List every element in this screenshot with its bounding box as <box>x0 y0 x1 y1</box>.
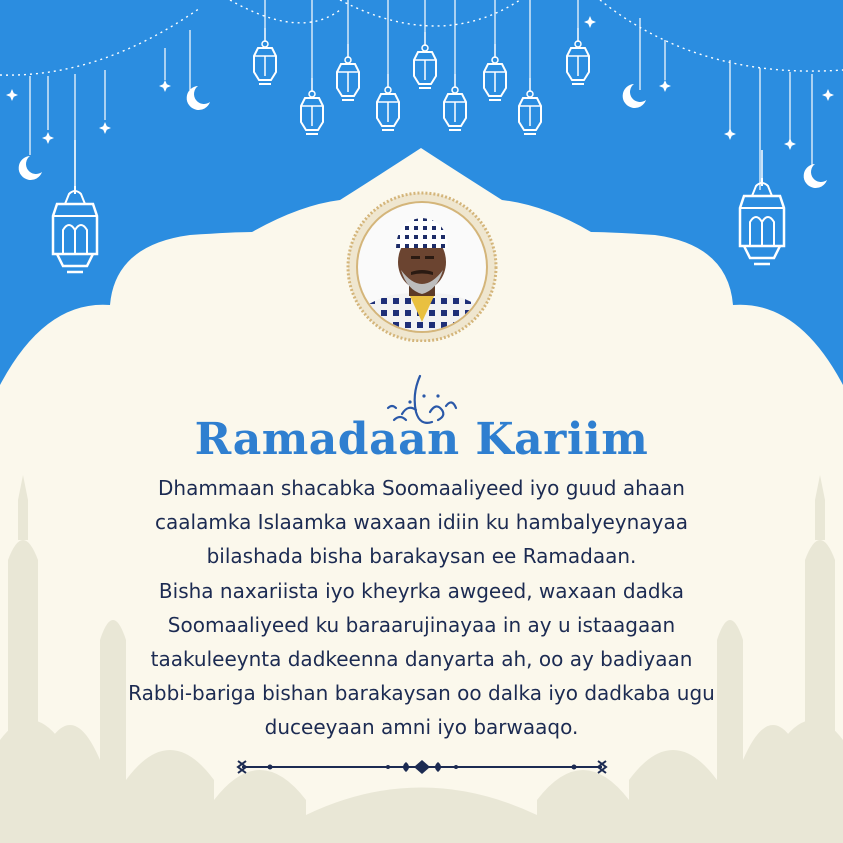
lantern-right <box>740 150 784 264</box>
lantern-left <box>53 140 97 272</box>
lanterns-top <box>254 0 589 134</box>
portrait-avatar <box>333 190 511 342</box>
message-line: duceeyaan amni iyo barwaaqo. <box>264 715 579 740</box>
message-line: Rabbi-bariga bishan barakaysan oo dalka iyo dadkaba ugu <box>128 681 715 706</box>
greeting-message <box>60 471 783 745</box>
card-title: Ramadaan Kariim <box>194 414 649 465</box>
message-line: Dhammaan shacabka Soomaaliyeed iyo guud ahaan <box>158 476 685 500</box>
ornamental-divider <box>236 756 608 778</box>
message-line: bilashada bisha barakaysan ee Ramadaan. <box>206 544 637 569</box>
garland-left <box>0 0 843 75</box>
message-line: taakuleeynta dadkeenna danyarta ah, oo ay badiyaan <box>150 647 693 672</box>
message-line: caalamka Islaamka waxaan idiin ku hambalyeynayaa <box>155 510 688 535</box>
message-line: Bisha naxariista iyo kheyrka awgeed, waxaan dadka <box>158 578 685 603</box>
message-line: Soomaaliyeed ku baraarujinayaa in ay u istaagaan <box>167 612 676 637</box>
